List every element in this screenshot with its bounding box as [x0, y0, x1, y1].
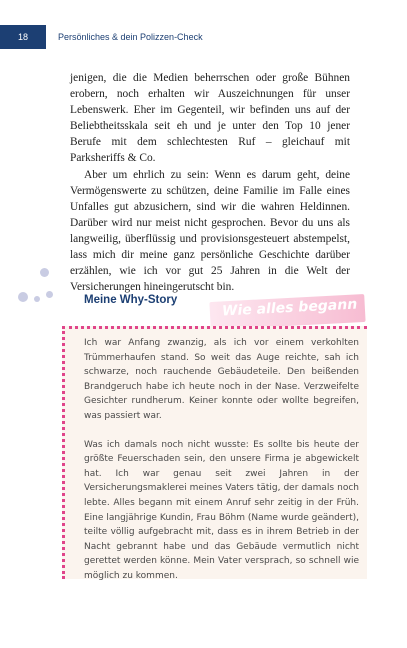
decorative-dot [40, 268, 49, 277]
main-body-text [70, 70, 350, 295]
running-header-title: Persönliches & dein Polizzen-Check [58, 32, 203, 42]
page-number: 18 [0, 25, 46, 49]
body-paragraph: Aber um ehrlich zu sein: Wenn es darum geht, deine Vermögenswerte zu schützen, deine Familie im Falle eines Unfalles gut abzusichern, sind wir die wahren Heldinnen. Darüber wird nur meist nicht gesprochen. Bevor du uns als langweilig, überflüssig und provisionsgesteuert abstempelst, lass mich dir meine ganz persönliche Geschichte darüber erzählen, wie ich vor gut 25 Jahren in die Welt der Versicherungen hineingerutscht bin. [70, 168, 350, 294]
story-paragraph: Ich war Anfang zwanzig, als ich vor einem verkohlten Trümmerhaufen stand. So weit das Auge reichte, sah ich schwarze, noch rauchende Gebäudeteile. Den beißenden Brandgeruch habe ich heute noch in der Nase. Verzweifelte Gesichter rundherum. Keiner konnte oder wollte begreifen, was passiert war. [84, 338, 359, 421]
story-text [84, 336, 359, 598]
decorative-dot [34, 296, 40, 302]
body-paragraph: jenigen, die die Medien beherrschen oder große Bühnen erobern, noch erhalten wir Auszeichnungen für unser Lebenswerk. Eher im Gegenteil, wir befinden uns auf der Beliebtheitsskala seit eh und je unter den Top 10 jener Berufe mit dem schlechtesten Ruf – gleichauf mit Parksheriffs & Co. [70, 72, 350, 165]
story-paragraph: Was ich damals noch nicht wusste: Es sollte bis heute der größte Feuerschaden sein, den unsere Firma je abgewickelt hat. Ich war genau seit zwei Jahren in der Versicherungsmaklerei meines Vaters tätig, der damals noch lebte. Alles begann mit einem Anruf sehr zeitig in der Früh. Eine langjährige Kundin, Frau Böhm (Name wurde geändert), teilte völlig aufgebracht mit, dass es in ihrem Betrieb in der Nacht gebrannt habe und das Gebäude vermutlich nicht gerettet werden könne. Mein Vater versprach, so schnell wie möglich zu kommen. [84, 439, 359, 581]
section-banner-text: Wie alles begann [221, 296, 358, 320]
section-title: Meine Why-Story [84, 294, 178, 306]
decorative-dot [18, 292, 28, 302]
decorative-dot [46, 291, 53, 298]
